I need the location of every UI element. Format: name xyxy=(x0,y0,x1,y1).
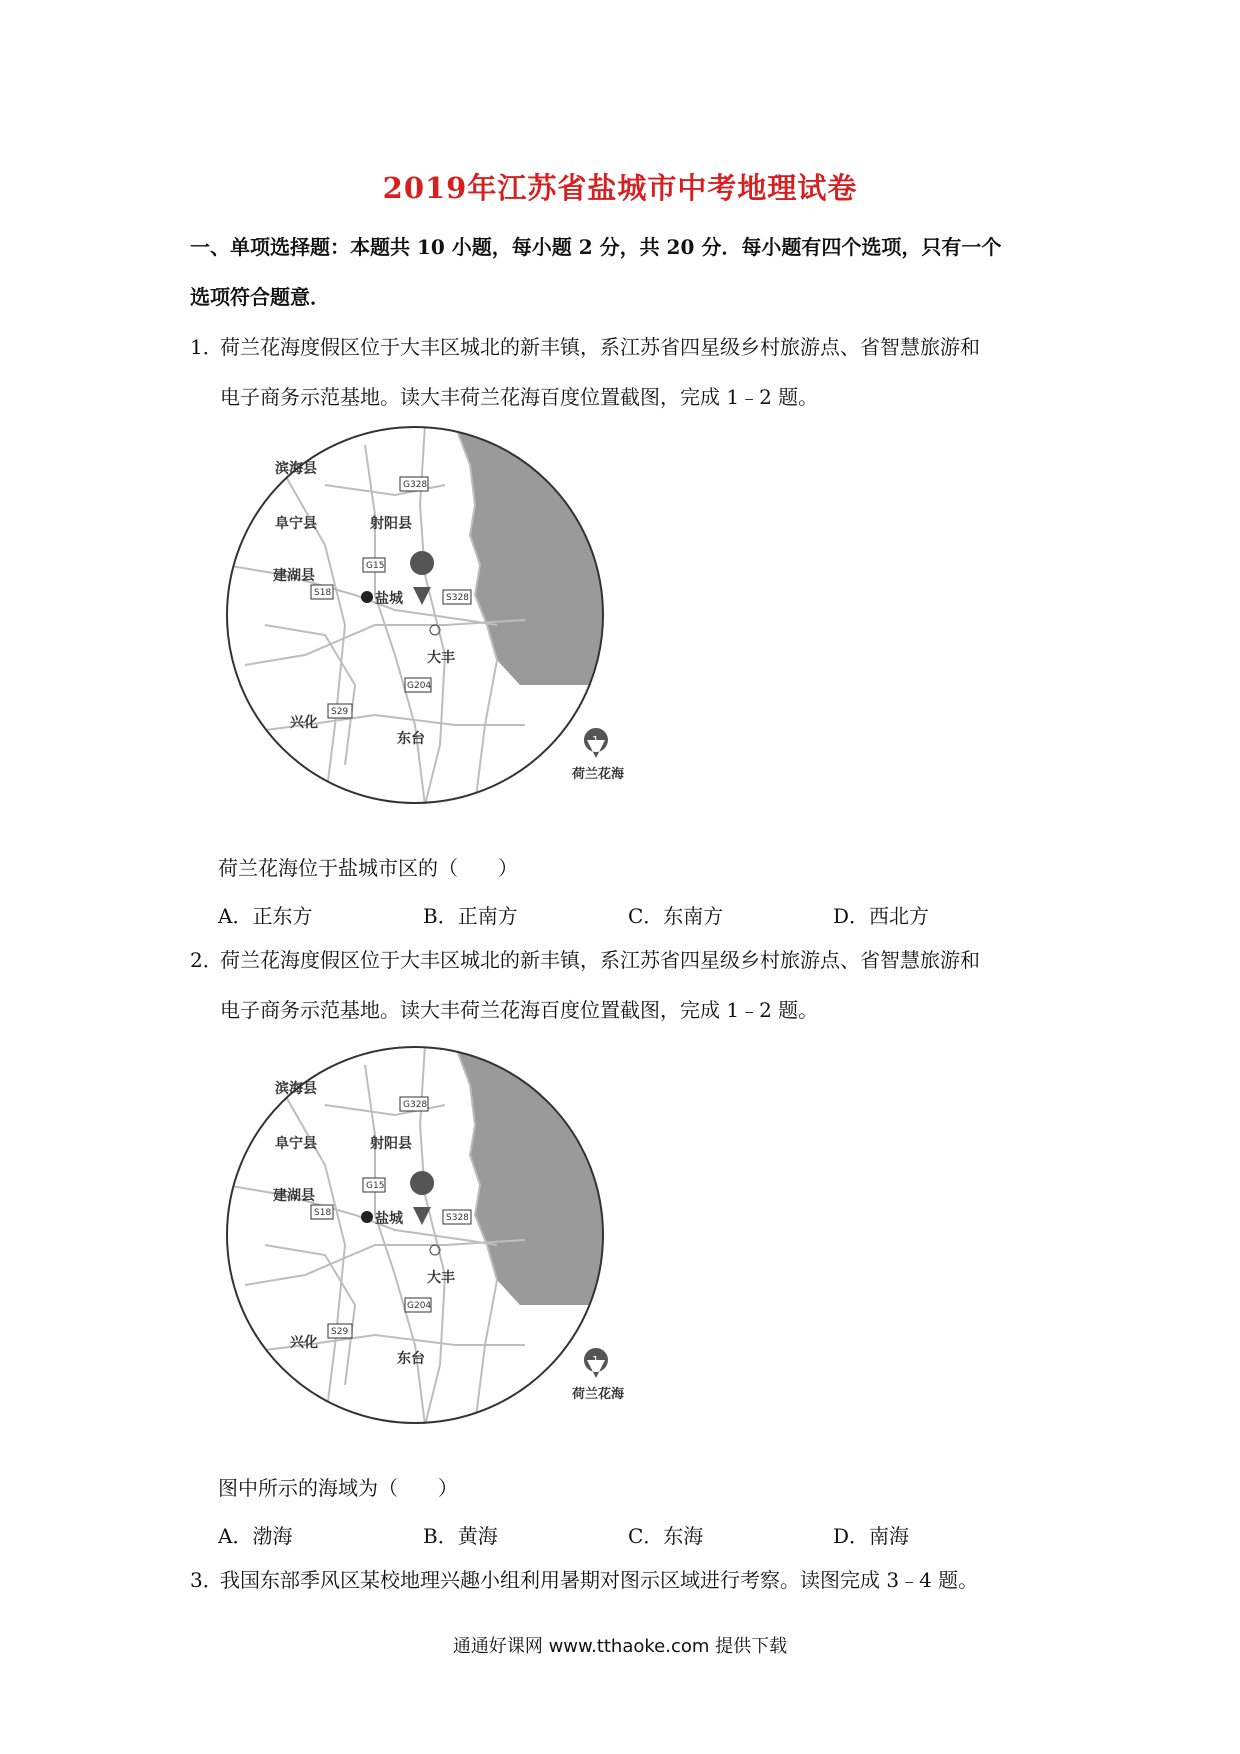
svg-text:S29: S29 xyxy=(331,707,349,717)
page-footer: 通通好课网 www.tthaoke.com 提供下载 xyxy=(452,1636,788,1657)
question-number: 1． xyxy=(190,335,223,359)
option-b[interactable]: B．正南方 xyxy=(423,904,518,928)
option-d[interactable]: D．南海 xyxy=(833,1524,910,1548)
label-helan: 荷兰花海 xyxy=(572,767,625,782)
svg-text:G204: G204 xyxy=(407,681,432,691)
label-dongtai: 东台 xyxy=(397,731,425,747)
shield-g204 xyxy=(405,1298,431,1312)
question-number: 3． xyxy=(190,1568,223,1592)
city-dot-icon xyxy=(361,591,373,603)
page-title: 2019年江苏省盐城市中考地理试卷 xyxy=(382,171,858,205)
label-funing: 阜宁县 xyxy=(275,516,317,532)
shield-s328 xyxy=(443,1210,471,1224)
svg-text:S18: S18 xyxy=(314,588,332,598)
label-sheyang: 射阳县 xyxy=(370,516,412,532)
option-c[interactable]: C．东南方 xyxy=(628,904,724,928)
section-heading-line1: 一、单项选择题：本题共 10 小题，每小题 2 分，共 20 分．每小题有四个选项，只有一个 xyxy=(190,235,1002,259)
label-yancheng: 盐城 xyxy=(375,591,403,607)
question-2-options xyxy=(218,1520,1038,1549)
svg-text:1: 1 xyxy=(419,573,426,586)
shield-g328 xyxy=(400,477,428,491)
city-dot-icon xyxy=(361,1211,373,1223)
helan-marker-outside xyxy=(570,722,650,782)
svg-text:S328: S328 xyxy=(446,1213,469,1223)
question-1-options xyxy=(218,900,1038,929)
label-xinghua: 兴化 xyxy=(290,1335,318,1351)
label-binhai: 滨海县 xyxy=(275,1081,317,1097)
label-xinghua: 兴化 xyxy=(290,715,318,731)
option-a[interactable]: A．正东方 xyxy=(218,904,313,928)
svg-text:G15: G15 xyxy=(366,1181,385,1191)
shield-s328 xyxy=(443,590,471,604)
svg-text:S328: S328 xyxy=(446,593,469,603)
question-text-line1: 荷兰花海度假区位于大丰区城北的新丰镇，系江苏省四星级乡村旅游点、省智慧旅游和 xyxy=(220,335,980,359)
option-c[interactable]: C．东海 xyxy=(628,1524,704,1548)
shield-s29 xyxy=(328,1324,352,1338)
shield-s18 xyxy=(311,585,333,599)
label-jianhu: 建湖县 xyxy=(273,1188,315,1204)
question-number: 2． xyxy=(190,948,223,972)
svg-text:1: 1 xyxy=(419,1193,426,1206)
svg-text:G204: G204 xyxy=(407,1301,432,1311)
option-d[interactable]: D．西北方 xyxy=(833,904,930,928)
section-heading xyxy=(190,222,1070,322)
question-1 xyxy=(190,322,1070,422)
question-2 xyxy=(190,935,1070,1035)
location-map-1 xyxy=(225,425,605,805)
svg-text:S29: S29 xyxy=(331,1327,349,1337)
label-sheyang: 射阳县 xyxy=(370,1136,412,1152)
question-text-line2: 电子商务示范基地。读大丰荷兰花海百度位置截图，完成 1﹣2 题。 xyxy=(220,998,819,1022)
label-funing: 阜宁县 xyxy=(275,1136,317,1152)
svg-text:G15: G15 xyxy=(366,561,385,571)
helan-marker-outside xyxy=(570,1342,650,1402)
shield-g15 xyxy=(363,558,385,572)
shield-s18 xyxy=(311,1205,333,1219)
shield-g328 xyxy=(400,1097,428,1111)
shield-s29 xyxy=(328,704,352,718)
question-text-line2: 电子商务示范基地。读大丰荷兰花海百度位置截图，完成 1﹣2 题。 xyxy=(220,385,819,409)
label-dafeng: 大丰 xyxy=(427,650,455,666)
question-1-stem: 荷兰花海位于盐城市区的（ ） xyxy=(218,856,518,880)
label-yancheng: 盐城 xyxy=(375,1211,403,1227)
label-binhai: 滨海县 xyxy=(275,461,317,477)
shield-g15 xyxy=(363,1178,385,1192)
svg-text:1: 1 xyxy=(592,734,599,747)
svg-text:G328: G328 xyxy=(403,1100,428,1110)
option-a[interactable]: A．渤海 xyxy=(218,1524,293,1548)
question-3 xyxy=(190,1555,1070,1605)
svg-text:G328: G328 xyxy=(403,480,428,490)
label-dafeng: 大丰 xyxy=(427,1270,455,1286)
svg-text:1: 1 xyxy=(592,1354,599,1367)
question-text-line1: 我国东部季风区某校地理兴趣小组利用暑期对图示区域进行考察。读图完成 3﹣4 题。 xyxy=(220,1568,979,1592)
question-2-stem: 图中所示的海域为（ ） xyxy=(218,1476,458,1500)
question-text-line1: 荷兰花海度假区位于大丰区城北的新丰镇，系江苏省四星级乡村旅游点、省智慧旅游和 xyxy=(220,948,980,972)
shield-g204 xyxy=(405,678,431,692)
svg-text:S18: S18 xyxy=(314,1208,332,1218)
label-jianhu: 建湖县 xyxy=(273,568,315,584)
section-heading-line2: 选项符合题意． xyxy=(190,285,330,309)
option-b[interactable]: B．黄海 xyxy=(423,1524,498,1548)
label-helan: 荷兰花海 xyxy=(572,1387,625,1402)
location-map-2 xyxy=(225,1045,605,1425)
label-dongtai: 东台 xyxy=(397,1351,425,1367)
